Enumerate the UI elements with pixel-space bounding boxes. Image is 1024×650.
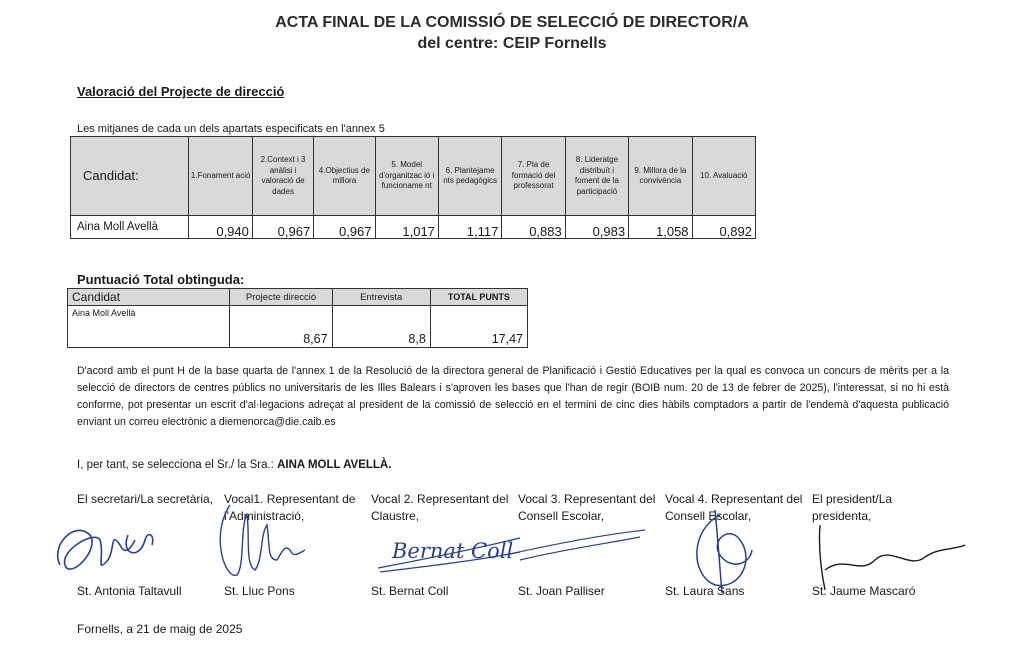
- totals-header-row: [68, 289, 528, 306]
- scores-col-header: 7. Pla de formació del professorat: [502, 137, 565, 216]
- selection-prefix: I, per tant, se selecciona el Sr./ la Sra.:: [77, 459, 278, 471]
- scores-candidate-header: Candidat:: [71, 137, 189, 216]
- signatory-role: Vocal 3. Representant del Consell Escolar,: [518, 492, 656, 523]
- totals-candidate-name: Aina Moll Avellà: [68, 306, 230, 348]
- signature-sans-icon: [680, 505, 780, 595]
- signature-pons-icon: [205, 495, 325, 590]
- signature-taltavull-icon: [50, 505, 170, 595]
- scores-candidate-name: Aina Moll Avellà: [71, 216, 189, 239]
- scores-col-header: 8. Lideratge distribuït i foment de la participació: [565, 137, 628, 216]
- signatory-role: El president/La presidenta,: [812, 492, 893, 523]
- signatory-role: El secretari/La secretària,: [77, 492, 214, 506]
- totals-col-total: TOTAL PUNTS: [430, 289, 527, 306]
- table-row: [68, 306, 528, 348]
- totals-col-entrevista: Entrevista: [332, 289, 430, 306]
- totals-col-projecte: Projecte direcció: [230, 289, 332, 306]
- totals-projecte-value: 8,67: [230, 306, 332, 348]
- score-cell: 0,883: [502, 216, 565, 239]
- signature-palliser-icon: [500, 515, 650, 570]
- valoracio-intro: Les mitjanes de cada un dels apartats especificats en l'annex 5: [77, 123, 385, 135]
- scores-col-header: 5. Model d'organitzac ió i funcioname nt: [375, 137, 438, 216]
- signature-mascaro-icon: [800, 515, 970, 595]
- signature-coll-text: Bernat Coll: [392, 539, 514, 563]
- score-cell: 0,940: [189, 216, 252, 239]
- document-subtitle: del centre: CEIP Fornells: [417, 35, 607, 52]
- signatory-name: St. Lluc Pons: [224, 584, 295, 598]
- selected-candidate: AINA MOLL AVELLÀ.: [277, 459, 392, 471]
- signatory-name: St. Antonia Taltavull: [77, 584, 182, 598]
- selection-line: [77, 459, 391, 471]
- totals-candidate-header: Candidat: [68, 289, 230, 306]
- scores-table: [70, 136, 756, 239]
- signatory-role: Vocal1. Representant de l'Administració,: [224, 492, 356, 523]
- totals-table: [67, 288, 528, 348]
- totals-total-value: 17,47: [430, 306, 527, 348]
- signatory-name: St. Joan Palliser: [518, 584, 605, 598]
- valoracio-heading: Valoració del Projecte de direcció: [77, 84, 285, 99]
- scores-col-header: 2.Context i 3 anàlisi i valoració de dades: [252, 137, 313, 216]
- document-title: ACTA FINAL DE LA COMISSIÓ DE SELECCIÓ DE DIRECTOR/A: [275, 14, 749, 31]
- totals-entrevista-value: 8,8: [332, 306, 430, 348]
- signatory-name: St. Jaume Mascaró: [812, 584, 916, 598]
- signatory-role: Vocal 2. Representant del Claustre,: [371, 492, 509, 523]
- score-cell: 1,117: [438, 216, 501, 239]
- signatory-role: Vocal 4. Representant del Consell Escolar,: [665, 492, 803, 523]
- scores-col-header: 9. Millora de la convivència: [629, 137, 692, 216]
- scores-col-header: 10. Avaluació: [692, 137, 755, 216]
- scores-col-header: 4.Objectius de millora: [314, 137, 375, 216]
- score-cell: 0,983: [565, 216, 628, 239]
- scores-header-row: [71, 137, 756, 216]
- signatory-name: St. Laura Sans: [665, 584, 745, 598]
- totals-heading: Puntuació Total obtinguda:: [77, 272, 245, 287]
- signatory-name: St. Bernat Coll: [371, 584, 449, 598]
- legal-paragraph: D'acord amb el punt H de la base quarta de l'annex 1 de la Resolució de la directora general de Planificació i Gestió Educatives per la qual es convoca un concurs de mèrits per a la selecció de directors de centres públics no universitaris de les Illes Balears i s'aproven les bases que l'han de regir (BOIB num. 20 de 13 de febrer de 2025), l'interessat, si no hi està conforme, pot presentar un escrit d'al·legacions adreçat al president de la comissió de selecció en el termini de cinc dies hàbils comptadors a partir de l'endemà d'aquesta publicació enviant un correu electrònic a diemenorca@die.caib.es: [77, 365, 949, 428]
- score-cell: 1,017: [375, 216, 438, 239]
- scores-col-header: 1.Fonament ació: [189, 137, 252, 216]
- scores-col-header: 6. Plantejame nts pedagògics: [438, 137, 501, 216]
- score-cell: 0,892: [692, 216, 755, 239]
- score-cell: 1,058: [629, 216, 692, 239]
- score-cell: 0,967: [252, 216, 313, 239]
- place-date: Fornells, a 21 de maig de 2025: [77, 622, 243, 636]
- table-row: [71, 216, 756, 239]
- score-cell: 0,967: [314, 216, 375, 239]
